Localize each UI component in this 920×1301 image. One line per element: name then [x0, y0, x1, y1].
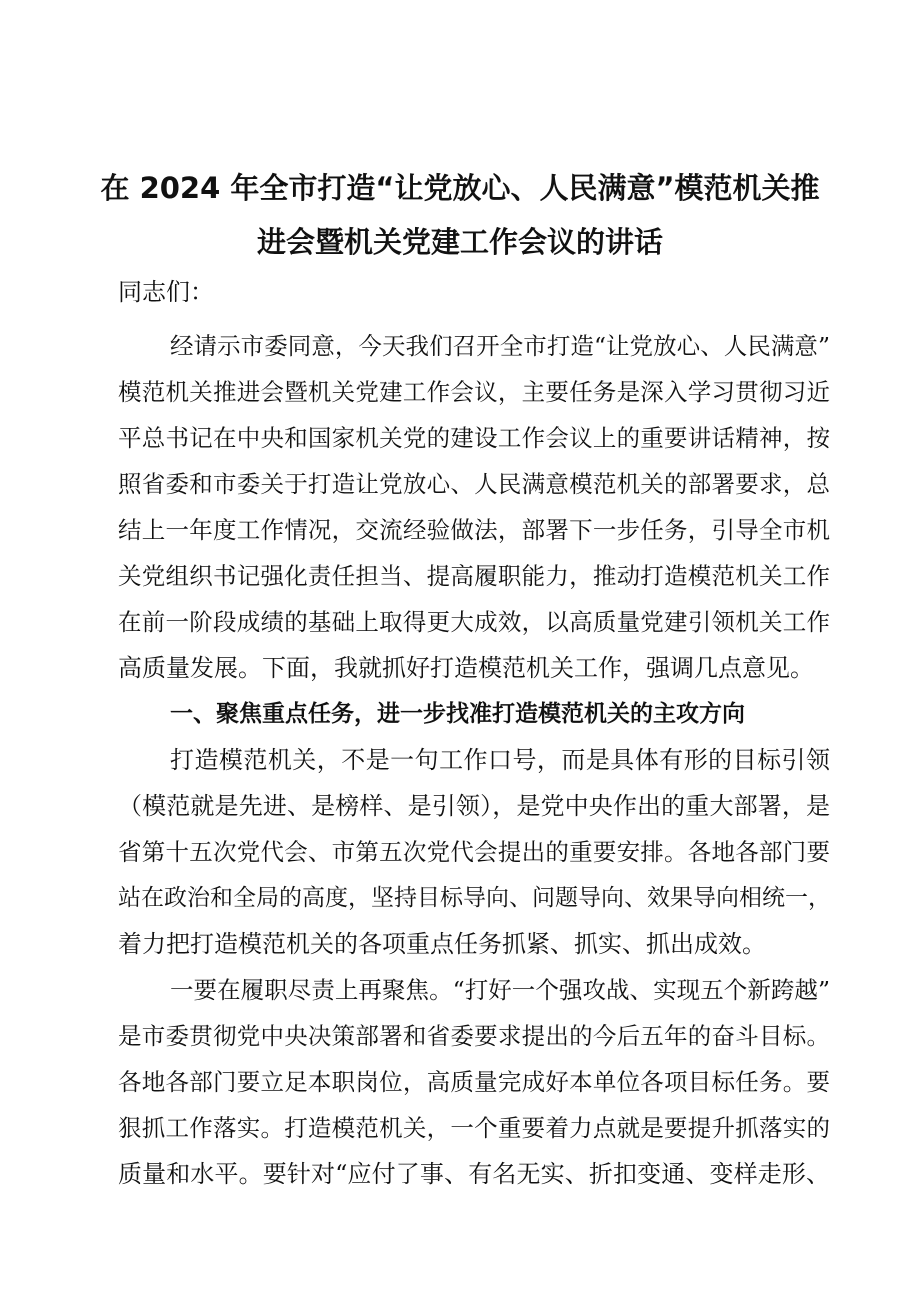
- paragraph-1-line: 经请示市委同意，今天我们召开全市打造“让党放心、人民满意”: [170, 332, 830, 360]
- paragraph-1-line: 平总书记在中央和国家机关党的建设工作会议上的重要讲话精神，按: [118, 424, 830, 452]
- paragraph-1-line: 结上一年度工作情况，交流经验做法，部署下一步任务，引导全市机: [118, 516, 830, 544]
- paragraph-2-line: 打造模范机关，不是一句工作口号，而是具体有形的目标引领: [170, 746, 830, 774]
- paragraph-3-line: 各地各部门要立足本职岗位，高质量完成好本单位各项目标任务。要: [118, 1068, 830, 1096]
- paragraph-1-line: 模范机关推进会暨机关党建工作会议，主要任务是深入学习贯彻习近: [118, 378, 830, 406]
- paragraph-1-line: 在前一阶段成绩的基础上取得更大成效，以高质量党建引领机关工作: [118, 608, 830, 636]
- paragraph-2-line: （模范就是先进、是榜样、是引领），是党中央作出的重大部署，是: [118, 792, 830, 820]
- paragraph-3-line: 是市委贯彻党中央决策部署和省委要求提出的今后五年的奋斗目标。: [118, 1022, 830, 1050]
- paragraph-2-line: 着力把打造模范机关的各项重点任务抓紧、抓实、抓出成效。: [118, 930, 766, 958]
- salutation: 同志们：: [118, 278, 214, 306]
- paragraph-2-line: 省第十五次党代会、市第五次党代会提出的重要安排。各地各部门要: [118, 838, 830, 866]
- paragraph-1-line: 照省委和市委关于打造让党放心、人民满意模范机关的部署要求，总: [118, 470, 830, 498]
- document-title-line-1: 在 2024 年全市打造“让党放心、人民满意”模范机关推: [100, 171, 820, 205]
- paragraph-3-line: 狠抓工作落实。打造模范机关，一个重要着力点就是要提升抓落实的: [118, 1114, 830, 1142]
- paragraph-1-line: 高质量发展。下面，我就抓好打造模范机关工作，强调几点意见。: [118, 654, 814, 682]
- paragraph-2-line: 站在政治和全局的高度，坚持目标导向、问题导向、效果导向相统一，: [118, 885, 831, 911]
- document-title-line-2: 进会暨机关党建工作会议的讲话: [256, 225, 663, 259]
- section-heading-1: 一、聚焦重点任务，进一步找准打造模范机关的主攻方向: [170, 701, 745, 727]
- paragraph-3-line: 一要在履职尽责上再聚焦。“打好一个强攻战、实现五个新跨越”: [170, 976, 830, 1004]
- paragraph-3-line: 质量和水平。要针对“应付了事、有名无实、折扣变通、变样走形、: [118, 1160, 830, 1188]
- paragraph-1-line: 关党组织书记强化责任担当、提高履职能力，推动打造模范机关工作: [118, 562, 830, 590]
